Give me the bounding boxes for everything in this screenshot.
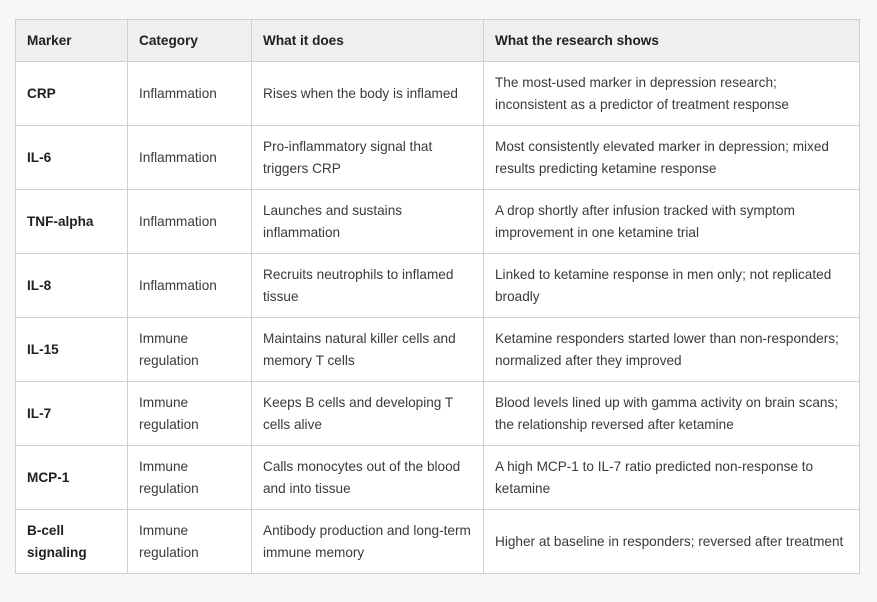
marker-cell: MCP-1 — [16, 446, 128, 510]
research-cell: A drop shortly after infusion tracked with symptom improvement in one ketamine trial — [484, 190, 860, 254]
function-cell: Rises when the body is inflamed — [252, 62, 484, 126]
marker-cell: IL-15 — [16, 318, 128, 382]
table-row — [16, 62, 860, 126]
table-row — [16, 126, 860, 190]
research-cell: Higher at baseline in responders; reversed after treatment — [484, 510, 860, 574]
research-cell: A high MCP-1 to IL-7 ratio predicted non-response to ketamine — [484, 446, 860, 510]
function-cell: Launches and sustains inflammation — [252, 190, 484, 254]
marker-cell: B-cell signaling — [16, 510, 128, 574]
table-row — [16, 254, 860, 318]
function-cell: Calls monocytes out of the blood and into tissue — [252, 446, 484, 510]
category-cell: Immune regulation — [128, 446, 252, 510]
category-cell: Inflammation — [128, 254, 252, 318]
column-header-marker: Marker — [16, 20, 128, 62]
marker-cell: IL-8 — [16, 254, 128, 318]
table-row — [16, 446, 860, 510]
category-cell: Inflammation — [128, 62, 252, 126]
table-row — [16, 510, 860, 574]
marker-cell: CRP — [16, 62, 128, 126]
function-cell: Maintains natural killer cells and memory T cells — [252, 318, 484, 382]
table-row — [16, 382, 860, 446]
function-cell: Keeps B cells and developing T cells alive — [252, 382, 484, 446]
marker-cell: IL-6 — [16, 126, 128, 190]
research-cell: Linked to ketamine response in men only; not replicated broadly — [484, 254, 860, 318]
category-cell: Immune regulation — [128, 318, 252, 382]
category-cell: Immune regulation — [128, 510, 252, 574]
table-header — [16, 20, 860, 62]
marker-cell: IL-7 — [16, 382, 128, 446]
function-cell: Antibody production and long-term immune memory — [252, 510, 484, 574]
research-cell: The most-used marker in depression research; inconsistent as a predictor of treatment response — [484, 62, 860, 126]
category-cell: Inflammation — [128, 190, 252, 254]
column-header-category: Category — [128, 20, 252, 62]
column-header-research: What the research shows — [484, 20, 860, 62]
research-cell: Most consistently elevated marker in depression; mixed results predicting ketamine response — [484, 126, 860, 190]
function-cell: Pro-inflammatory signal that triggers CRP — [252, 126, 484, 190]
table-body — [16, 62, 860, 574]
marker-cell: TNF-alpha — [16, 190, 128, 254]
research-cell: Ketamine responders started lower than non-responders; normalized after they improved — [484, 318, 860, 382]
biomarker-table-container — [15, 19, 859, 574]
category-cell: Inflammation — [128, 126, 252, 190]
table-row — [16, 190, 860, 254]
category-cell: Immune regulation — [128, 382, 252, 446]
header-row — [16, 20, 860, 62]
research-cell: Blood levels lined up with gamma activity on brain scans; the relationship reversed after ketamine — [484, 382, 860, 446]
table-row — [16, 318, 860, 382]
function-cell: Recruits neutrophils to inflamed tissue — [252, 254, 484, 318]
biomarker-table — [15, 19, 860, 574]
column-header-what-it-does: What it does — [252, 20, 484, 62]
